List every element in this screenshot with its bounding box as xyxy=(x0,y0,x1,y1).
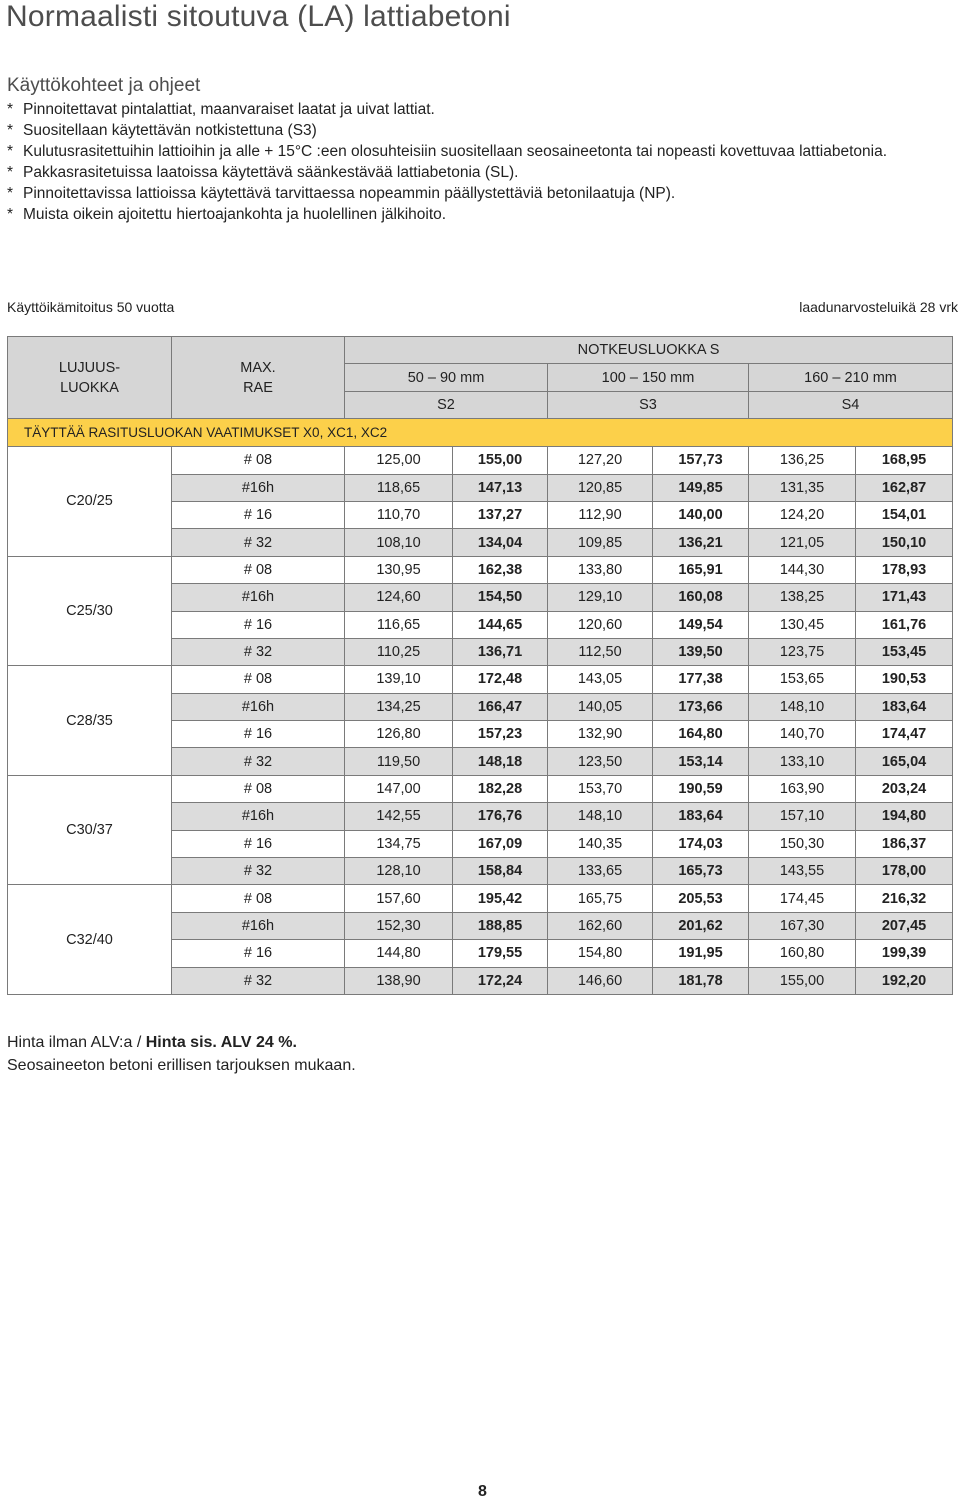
price-excl-vat: 139,10 xyxy=(345,666,453,693)
price-excl-vat: 120,60 xyxy=(548,611,653,638)
aggregate-grade: # 32 xyxy=(172,638,345,665)
price-incl-vat: 186,37 xyxy=(856,830,953,857)
aggregate-grade: #16h xyxy=(172,584,345,611)
strength-header-line2: LUOKKA xyxy=(60,379,119,396)
aggregate-grade: # 08 xyxy=(172,666,345,693)
price-excl-vat: 133,80 xyxy=(548,556,653,583)
max-aggregate-header xyxy=(172,337,345,419)
table-row xyxy=(8,666,953,693)
aggregate-grade: # 16 xyxy=(172,721,345,748)
price-incl-vat: 216,32 xyxy=(856,885,953,912)
price-excl-vat: 124,20 xyxy=(749,501,856,528)
price-incl-vat: 182,28 xyxy=(453,775,548,802)
price-excl-vat: 120,85 xyxy=(548,474,653,501)
price-incl-vat: 207,45 xyxy=(856,912,953,939)
price-excl-vat: 140,35 xyxy=(548,830,653,857)
price-excl-vat: 110,25 xyxy=(345,638,453,665)
aggregate-grade: # 16 xyxy=(172,940,345,967)
price-incl-vat: 173,66 xyxy=(653,693,749,720)
price-excl-vat: 160,80 xyxy=(749,940,856,967)
price-excl-vat: 123,75 xyxy=(749,638,856,665)
usage-item xyxy=(7,204,947,225)
price-incl-vat: 162,38 xyxy=(453,556,548,583)
aggregate-grade: # 08 xyxy=(172,556,345,583)
price-incl-vat: 183,64 xyxy=(653,803,749,830)
strength-class: C32/40 xyxy=(8,885,172,995)
price-incl-vat: 179,55 xyxy=(453,940,548,967)
price-excl-vat: 144,80 xyxy=(345,940,453,967)
class-s4: S4 xyxy=(749,391,953,418)
price-incl-vat: 167,09 xyxy=(453,830,548,857)
aggregate-grade: #16h xyxy=(172,912,345,939)
price-excl-vat: 155,00 xyxy=(749,967,856,994)
bullet-marker: * xyxy=(7,101,14,118)
aggregate-grade: #16h xyxy=(172,693,345,720)
strength-class: C28/35 xyxy=(8,666,172,776)
usage-item xyxy=(7,120,947,141)
price-excl-vat: 146,60 xyxy=(548,967,653,994)
price-incl-vat: 136,21 xyxy=(653,529,749,556)
price-incl-vat: 134,04 xyxy=(453,529,548,556)
usage-item-text: Suositellaan käytettävän notkistettuna (S3) xyxy=(23,122,317,139)
price-excl-vat: 150,30 xyxy=(749,830,856,857)
price-incl-vat: 166,47 xyxy=(453,693,548,720)
price-incl-vat: 174,03 xyxy=(653,830,749,857)
price-excl-vat: 148,10 xyxy=(548,803,653,830)
usage-heading: Käyttökohteet ja ohjeet xyxy=(7,75,201,96)
aggregate-grade: # 08 xyxy=(172,775,345,802)
price-excl-vat: 119,50 xyxy=(345,748,453,775)
price-excl-vat: 131,35 xyxy=(749,474,856,501)
price-excl-vat: 163,90 xyxy=(749,775,856,802)
aggregate-grade: # 08 xyxy=(172,447,345,474)
usage-item-text: Pakkasrasitetuissa laatoissa käytettävä säänkestävää lattiabetonia (SL). xyxy=(23,164,519,181)
price-incl-vat: 153,45 xyxy=(856,638,953,665)
price-incl-vat: 157,23 xyxy=(453,721,548,748)
price-note-prefix: Hinta ilman ALV:a / xyxy=(7,1034,146,1051)
usage-item-text: Pinnoitettavissa lattioissa käytettävä tarvittaessa nopeammin päällystettäviä betonilaatuja (NP). xyxy=(23,185,676,202)
usage-item xyxy=(7,141,947,162)
price-excl-vat: 138,25 xyxy=(749,584,856,611)
price-excl-vat: 140,70 xyxy=(749,721,856,748)
price-incl-vat: 188,85 xyxy=(453,912,548,939)
bullet-marker: * xyxy=(7,206,14,223)
price-incl-vat: 147,13 xyxy=(453,474,548,501)
price-incl-vat: 137,27 xyxy=(453,501,548,528)
table-row xyxy=(8,775,953,802)
price-incl-vat: 172,48 xyxy=(453,666,548,693)
price-incl-vat: 201,62 xyxy=(653,912,749,939)
aggregate-grade: #16h xyxy=(172,474,345,501)
usage-item xyxy=(7,183,947,204)
price-excl-vat: 112,50 xyxy=(548,638,653,665)
table-row xyxy=(8,556,953,583)
price-excl-vat: 143,55 xyxy=(749,858,856,885)
price-excl-vat: 143,05 xyxy=(548,666,653,693)
price-incl-vat: 199,39 xyxy=(856,940,953,967)
price-excl-vat: 153,70 xyxy=(548,775,653,802)
price-excl-vat: 152,30 xyxy=(345,912,453,939)
price-incl-vat: 149,54 xyxy=(653,611,749,638)
price-excl-vat: 124,60 xyxy=(345,584,453,611)
price-incl-vat: 190,59 xyxy=(653,775,749,802)
price-excl-vat: 121,05 xyxy=(749,529,856,556)
quality-age: laadunarvosteluikä 28 vrk xyxy=(799,299,958,315)
price-note xyxy=(7,1034,297,1052)
usage-item xyxy=(7,99,947,120)
price-excl-vat: 174,45 xyxy=(749,885,856,912)
rae-header-line2: RAE xyxy=(243,379,273,396)
usage-item-text: Kulutusrasitettuihin lattioihin ja alle + 15°C :een olosuhteisiin suositellaan seosaineetonta tai nopeasti kovettuvaa lattiabetonia. xyxy=(23,143,887,160)
price-excl-vat: 132,90 xyxy=(548,721,653,748)
admixture-note: Seosaineeton betoni erillisen tarjouksen mukaan. xyxy=(7,1057,356,1074)
price-excl-vat: 112,90 xyxy=(548,501,653,528)
price-incl-vat: 150,10 xyxy=(856,529,953,556)
price-excl-vat: 133,65 xyxy=(548,858,653,885)
price-incl-vat: 164,80 xyxy=(653,721,749,748)
price-excl-vat: 167,30 xyxy=(749,912,856,939)
price-excl-vat: 133,10 xyxy=(749,748,856,775)
price-incl-vat: 192,20 xyxy=(856,967,953,994)
aggregate-grade: #16h xyxy=(172,803,345,830)
strength-class: C30/37 xyxy=(8,775,172,885)
aggregate-grade: # 32 xyxy=(172,748,345,775)
price-incl-vat: 205,53 xyxy=(653,885,749,912)
price-excl-vat: 134,75 xyxy=(345,830,453,857)
price-incl-vat: 178,00 xyxy=(856,858,953,885)
price-excl-vat: 130,95 xyxy=(345,556,453,583)
table-row xyxy=(8,885,953,912)
range-s4: 160 – 210 mm xyxy=(749,364,953,391)
price-incl-vat: 183,64 xyxy=(856,693,953,720)
bullet-marker: * xyxy=(7,185,14,202)
page-number: 8 xyxy=(478,1483,487,1500)
price-excl-vat: 165,75 xyxy=(548,885,653,912)
usage-item-text: Pinnoitettavat pintalattiat, maanvaraiset laatat ja uivat lattiat. xyxy=(23,101,435,118)
price-excl-vat: 118,65 xyxy=(345,474,453,501)
bullet-marker: * xyxy=(7,143,14,160)
class-s2: S2 xyxy=(345,391,548,418)
price-excl-vat: 136,25 xyxy=(749,447,856,474)
strength-class: C25/30 xyxy=(8,556,172,666)
price-excl-vat: 144,30 xyxy=(749,556,856,583)
price-excl-vat: 108,10 xyxy=(345,529,453,556)
strength-class-header xyxy=(8,337,172,419)
price-excl-vat: 157,60 xyxy=(345,885,453,912)
price-incl-vat: 162,87 xyxy=(856,474,953,501)
price-table xyxy=(7,336,953,995)
usage-item-text: Muista oikein ajoitettu hiertoajankohta ja huolellinen jälkihoito. xyxy=(23,206,447,223)
price-excl-vat: 147,00 xyxy=(345,775,453,802)
bullet-marker: * xyxy=(7,164,14,181)
price-excl-vat: 129,10 xyxy=(548,584,653,611)
aggregate-grade: # 08 xyxy=(172,885,345,912)
rae-header-line1: MAX. xyxy=(240,359,276,376)
price-incl-vat: 157,73 xyxy=(653,447,749,474)
consistency-header: NOTKEUSLUOKKA S xyxy=(345,337,953,364)
usage-list xyxy=(7,99,947,225)
class-s3: S3 xyxy=(548,391,749,418)
price-excl-vat: 153,65 xyxy=(749,666,856,693)
price-incl-vat: 140,00 xyxy=(653,501,749,528)
price-incl-vat: 177,38 xyxy=(653,666,749,693)
price-incl-vat: 148,18 xyxy=(453,748,548,775)
price-incl-vat: 154,01 xyxy=(856,501,953,528)
price-incl-vat: 181,78 xyxy=(653,967,749,994)
price-incl-vat: 165,04 xyxy=(856,748,953,775)
price-incl-vat: 144,65 xyxy=(453,611,548,638)
price-excl-vat: 140,05 xyxy=(548,693,653,720)
bullet-marker: * xyxy=(7,122,14,139)
price-excl-vat: 125,00 xyxy=(345,447,453,474)
price-incl-vat: 171,43 xyxy=(856,584,953,611)
aggregate-grade: # 32 xyxy=(172,858,345,885)
price-incl-vat: 155,00 xyxy=(453,447,548,474)
price-excl-vat: 148,10 xyxy=(749,693,856,720)
range-s2: 50 – 90 mm xyxy=(345,364,548,391)
price-incl-vat: 165,73 xyxy=(653,858,749,885)
price-excl-vat: 109,85 xyxy=(548,529,653,556)
strength-class: C20/25 xyxy=(8,447,172,557)
price-incl-vat: 191,95 xyxy=(653,940,749,967)
table-row xyxy=(8,447,953,474)
price-excl-vat: 123,50 xyxy=(548,748,653,775)
aggregate-grade: # 16 xyxy=(172,611,345,638)
price-excl-vat: 134,25 xyxy=(345,693,453,720)
price-excl-vat: 142,55 xyxy=(345,803,453,830)
price-excl-vat: 128,10 xyxy=(345,858,453,885)
price-excl-vat: 138,90 xyxy=(345,967,453,994)
price-incl-vat: 195,42 xyxy=(453,885,548,912)
price-incl-vat: 176,76 xyxy=(453,803,548,830)
price-incl-vat: 160,08 xyxy=(653,584,749,611)
price-incl-vat: 149,85 xyxy=(653,474,749,501)
price-excl-vat: 127,20 xyxy=(548,447,653,474)
usage-item xyxy=(7,162,947,183)
price-excl-vat: 154,80 xyxy=(548,940,653,967)
price-excl-vat: 130,45 xyxy=(749,611,856,638)
aggregate-grade: # 32 xyxy=(172,529,345,556)
price-incl-vat: 139,50 xyxy=(653,638,749,665)
price-incl-vat: 203,24 xyxy=(856,775,953,802)
price-incl-vat: 136,71 xyxy=(453,638,548,665)
price-incl-vat: 165,91 xyxy=(653,556,749,583)
price-excl-vat: 110,70 xyxy=(345,501,453,528)
price-excl-vat: 116,65 xyxy=(345,611,453,638)
range-s3: 100 – 150 mm xyxy=(548,364,749,391)
price-incl-vat: 194,80 xyxy=(856,803,953,830)
price-incl-vat: 168,95 xyxy=(856,447,953,474)
page-title: Normaalisti sitoutuva (LA) lattiabetoni xyxy=(6,0,511,33)
price-incl-vat: 178,93 xyxy=(856,556,953,583)
price-incl-vat: 172,24 xyxy=(453,967,548,994)
price-incl-vat: 161,76 xyxy=(856,611,953,638)
service-life: Käyttöikämitoitus 50 vuotta xyxy=(7,299,175,315)
strength-header-line1: LUJUUS- xyxy=(58,359,121,376)
price-note-bold: Hinta sis. ALV 24 %. xyxy=(145,1034,297,1051)
price-incl-vat: 154,50 xyxy=(453,584,548,611)
price-incl-vat: 158,84 xyxy=(453,858,548,885)
price-excl-vat: 126,80 xyxy=(345,721,453,748)
price-excl-vat: 162,60 xyxy=(548,912,653,939)
aggregate-grade: # 32 xyxy=(172,967,345,994)
exposure-requirement: TÄYTTÄÄ RASITUSLUOKAN VAATIMUKSET X0, XC1, XC2 xyxy=(8,419,953,447)
price-incl-vat: 174,47 xyxy=(856,721,953,748)
price-incl-vat: 190,53 xyxy=(856,666,953,693)
aggregate-grade: # 16 xyxy=(172,830,345,857)
price-incl-vat: 153,14 xyxy=(653,748,749,775)
price-excl-vat: 157,10 xyxy=(749,803,856,830)
aggregate-grade: # 16 xyxy=(172,501,345,528)
